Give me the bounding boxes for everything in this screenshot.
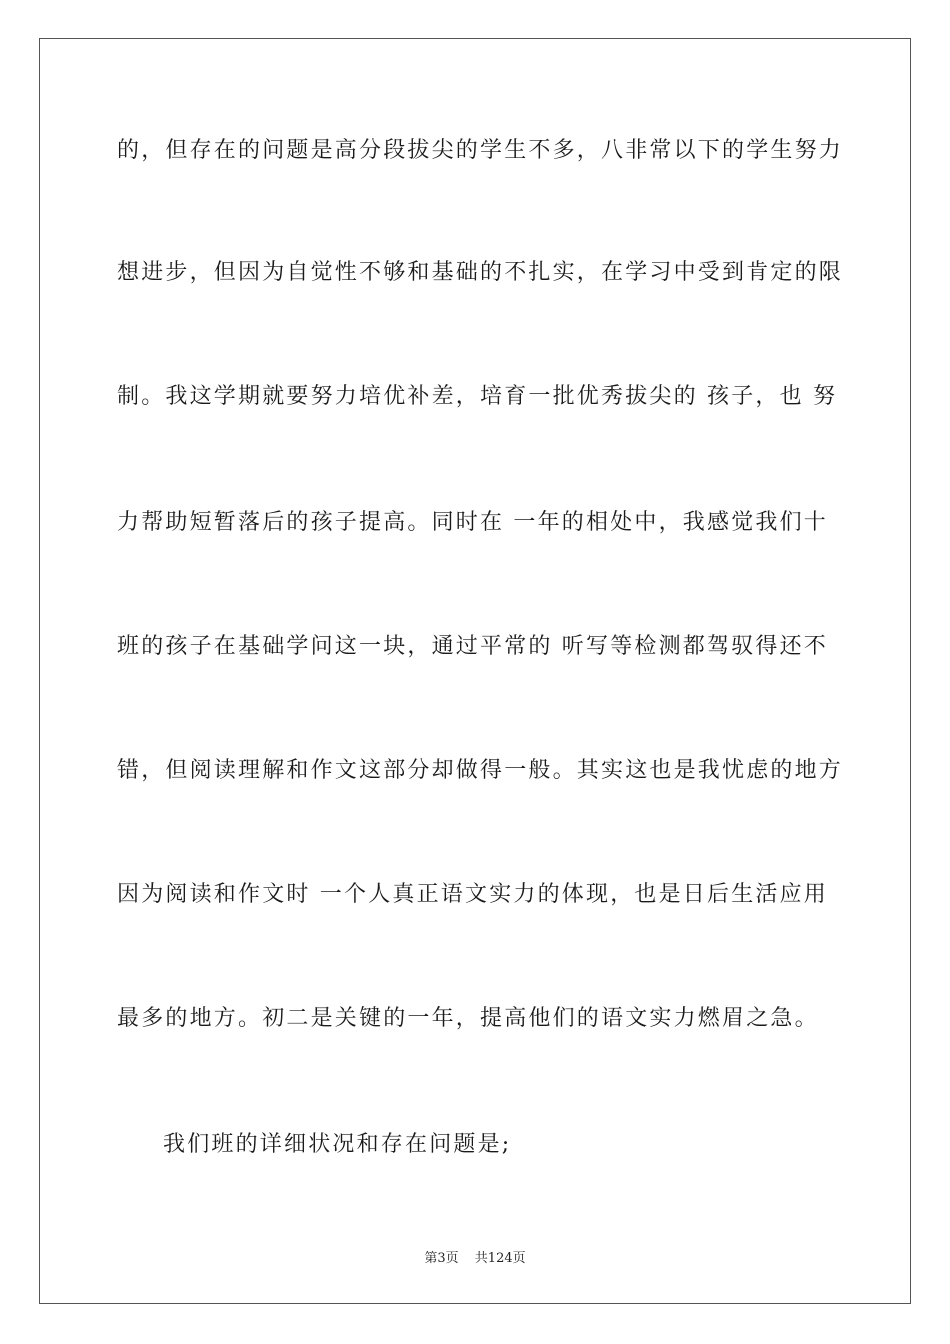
text-line-5: 班的孩子在基础学问这一块，通过平常的 听写等检测都驾驭得还不	[117, 634, 828, 659]
page-footer	[0, 1247, 950, 1266]
text-line-6: 错，但阅读理解和作文这部分却做得一般。其实这也是我忧虑的地方	[117, 758, 844, 783]
text-line-2: 想进步，但因为自觉性不够和基础的不扎实，在学习中受到肯定的限	[117, 260, 844, 285]
page-total: 共124页	[474, 1251, 526, 1266]
page-number: 第3页	[424, 1251, 459, 1266]
text-line-4: 力帮助短暂落后的孩子提高。同时在 一年的相处中，我感觉我们十	[117, 510, 828, 535]
text-line-1: 的，但存在的问题是高分段拔尖的学生不多，八非常以下的学生努力	[117, 138, 844, 163]
text-line-7: 因为阅读和作文时 一个人真正语文实力的体现，也是日后生活应用	[117, 882, 828, 907]
page-border	[39, 38, 911, 1304]
text-line-3: 制。我这学期就要努力培优补差，培育一批优秀拔尖的 孩子，也 努	[117, 384, 838, 409]
paragraph-heading: 我们班的详细状况和存在问题是;	[163, 1132, 512, 1157]
text-line-8: 最多的地方。初二是关键的一年，提高他们的语文实力燃眉之急。	[117, 1006, 819, 1031]
